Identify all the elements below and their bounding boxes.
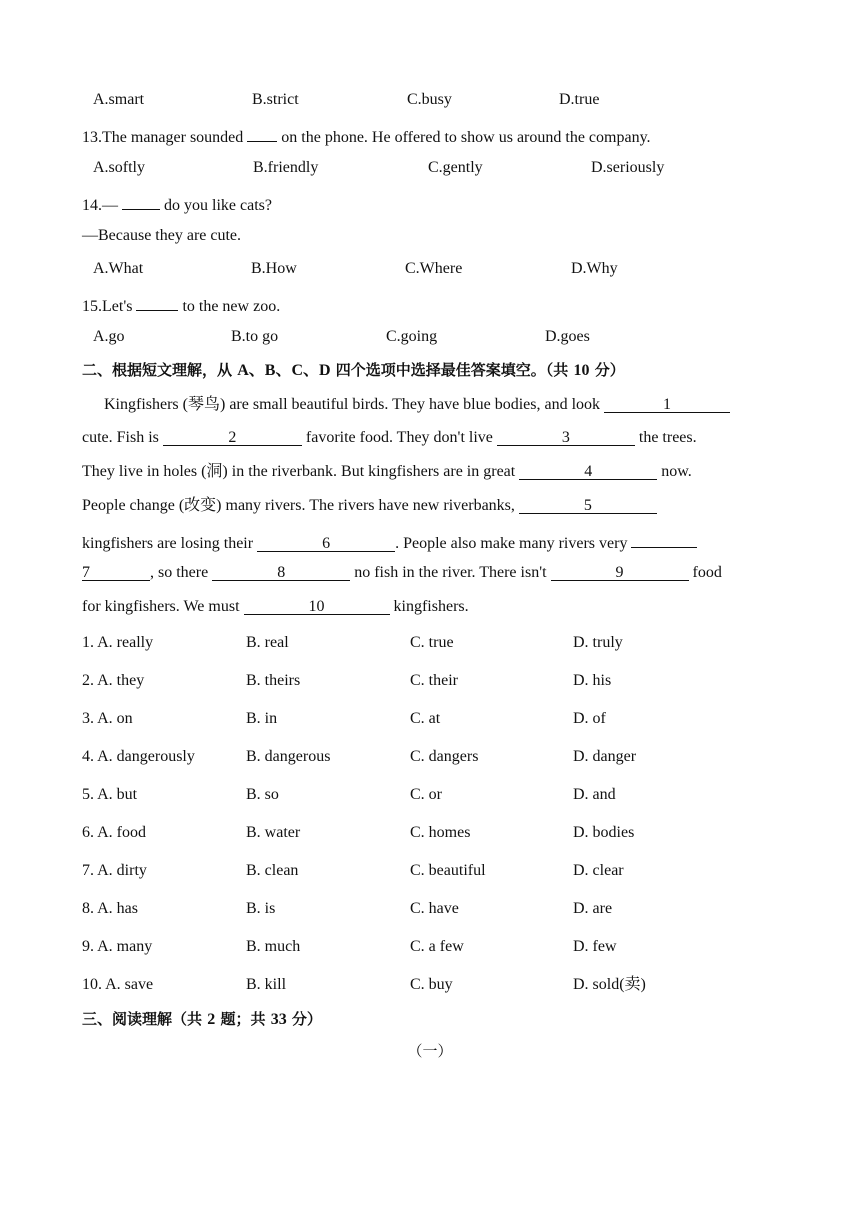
option-b: B. in: [246, 710, 278, 727]
option-a: 1. A. really: [82, 634, 154, 651]
option-b: B. clean: [246, 862, 299, 879]
passage-text: now.: [661, 463, 692, 480]
heading-points: 33: [270, 1011, 287, 1028]
blank-9: 9: [551, 563, 689, 581]
option-d: D. and: [573, 786, 616, 803]
question-14-reply: —Because they are cute.: [82, 227, 242, 244]
question-text: 13.The manager sounded: [82, 129, 244, 146]
section-2-heading: [82, 360, 625, 381]
passage-line-2: [82, 428, 697, 448]
option-a: A.go: [93, 328, 125, 345]
option-d: D. few: [573, 938, 617, 955]
passage-text: Kingfishers (琴鸟) are small beautiful birds. They have blue bodies, and look: [104, 396, 601, 413]
option-c: C.busy: [407, 91, 452, 108]
heading-letters: A、B、C、D: [237, 362, 331, 379]
passage-line-1: [104, 395, 730, 415]
option-d: D. truly: [573, 634, 623, 651]
answer-blank: [122, 192, 160, 210]
option-a: 8. A. has: [82, 900, 138, 917]
option-d: D. sold(卖): [573, 976, 646, 993]
option-b: B.to go: [231, 328, 279, 345]
option-c: C.going: [386, 328, 438, 345]
blank-1: 1: [604, 395, 730, 413]
option-c: C.gently: [428, 159, 483, 176]
heading-text: 分）: [286, 1010, 322, 1028]
passage-text: no fish in the river. There isn't: [354, 564, 547, 581]
option-c: C. at: [410, 710, 441, 727]
passage-line-3: [82, 462, 692, 482]
passage-text: kingfishers are losing their: [82, 535, 254, 552]
option-d: D.Why: [571, 260, 618, 277]
option-b: B. kill: [246, 976, 287, 993]
option-c: C. true: [410, 634, 454, 651]
option-b: B. theirs: [246, 672, 301, 689]
blank-10: 10: [244, 597, 390, 615]
option-c: C. homes: [410, 824, 471, 841]
passage-text: food: [692, 564, 722, 581]
blank-4: 4: [519, 462, 657, 480]
option-d: D. of: [573, 710, 606, 727]
answer-blank: [247, 124, 277, 142]
option-a: 3. A. on: [82, 710, 133, 727]
option-a: A.smart: [93, 91, 145, 108]
option-b: B. so: [246, 786, 279, 803]
option-b: B. much: [246, 938, 301, 955]
question-14: [82, 192, 272, 216]
blank-6: 6: [257, 534, 395, 552]
question-text: on the phone. He offered to show us around the company.: [281, 129, 651, 146]
passage-text: favorite food. They don't live: [305, 429, 493, 446]
question-text: 15.Let's: [82, 298, 133, 315]
passage-text: People change (改变) many rivers. The rivers have new riverbanks,: [82, 497, 515, 514]
question-text: to the new zoo.: [182, 298, 281, 315]
passage-line-6: [82, 563, 722, 583]
option-b: B. dangerous: [246, 748, 331, 765]
passage-text: cute. Fish is: [82, 429, 159, 446]
passage-text: for kingfishers. We must: [82, 598, 240, 615]
option-d: D. his: [573, 672, 612, 689]
question-13: [82, 124, 651, 148]
option-a: A.softly: [93, 159, 145, 176]
heading-points: 10: [573, 362, 590, 379]
option-b: B.strict: [252, 91, 299, 108]
passage-text: They live in holes (洞) in the riverbank. But kingfishers are in great: [82, 463, 516, 480]
passage-line-5: [82, 530, 697, 554]
option-d: D. bodies: [573, 824, 635, 841]
option-a: 10. A. save: [82, 976, 154, 993]
question-15: [82, 293, 280, 317]
option-a: 4. A. dangerously: [82, 748, 195, 765]
option-a: A.What: [93, 260, 144, 277]
option-b: B.friendly: [253, 159, 319, 176]
option-d: D. are: [573, 900, 613, 917]
option-a: 9. A. many: [82, 938, 153, 955]
option-c: C. have: [410, 900, 459, 917]
option-c: C. beautiful: [410, 862, 486, 879]
option-c: C. or: [410, 786, 442, 803]
option-b: B. water: [246, 824, 301, 841]
section-3-heading: [82, 1009, 322, 1030]
passage-text: . People also make many rivers very: [395, 535, 628, 552]
option-c: C.Where: [405, 260, 463, 277]
passage-line-4: [82, 496, 657, 516]
option-c: C. their: [410, 672, 458, 689]
option-d: D. danger: [573, 748, 637, 765]
option-c: C. buy: [410, 976, 453, 993]
option-c: C. a few: [410, 938, 464, 955]
option-b: B. real: [246, 634, 289, 651]
blank-8: 8: [212, 563, 350, 581]
question-text: 14.—: [82, 197, 118, 214]
blank-5: 5: [519, 496, 657, 514]
heading-text: 分）: [589, 361, 625, 379]
heading-text: 二、根据短文理解，从: [82, 361, 238, 379]
option-d: D.seriously: [591, 159, 665, 176]
option-a: 7. A. dirty: [82, 862, 147, 879]
option-b: B. is: [246, 900, 276, 917]
blank-7: 7: [82, 563, 150, 581]
option-d: D.goes: [545, 328, 590, 345]
passage-text: the trees.: [638, 429, 697, 446]
passage-line-7: [82, 597, 469, 617]
question-text: do you like cats?: [164, 197, 272, 214]
answer-blank: [136, 293, 178, 311]
heading-text: 题；共: [215, 1010, 271, 1028]
blank-3: 3: [497, 428, 635, 446]
heading-text: 四个选项中选择最佳答案填空。（共: [330, 361, 574, 379]
option-a: 2. A. they: [82, 672, 145, 689]
option-a: 6. A. food: [82, 824, 146, 841]
subsection-label: （一）: [407, 1044, 453, 1060]
heading-count: 2: [207, 1011, 216, 1028]
option-d: D.true: [559, 91, 600, 108]
passage-text: kingfishers.: [393, 598, 469, 615]
option-d: D. clear: [573, 862, 624, 879]
blank-7-start: [631, 530, 697, 548]
option-b: B.How: [251, 260, 297, 277]
heading-text: 三、阅读理解（共: [82, 1010, 208, 1028]
option-c: C. dangers: [410, 748, 479, 765]
blank-2: 2: [163, 428, 302, 446]
passage-text: , so there: [150, 564, 209, 581]
option-a: 5. A. but: [82, 786, 138, 803]
